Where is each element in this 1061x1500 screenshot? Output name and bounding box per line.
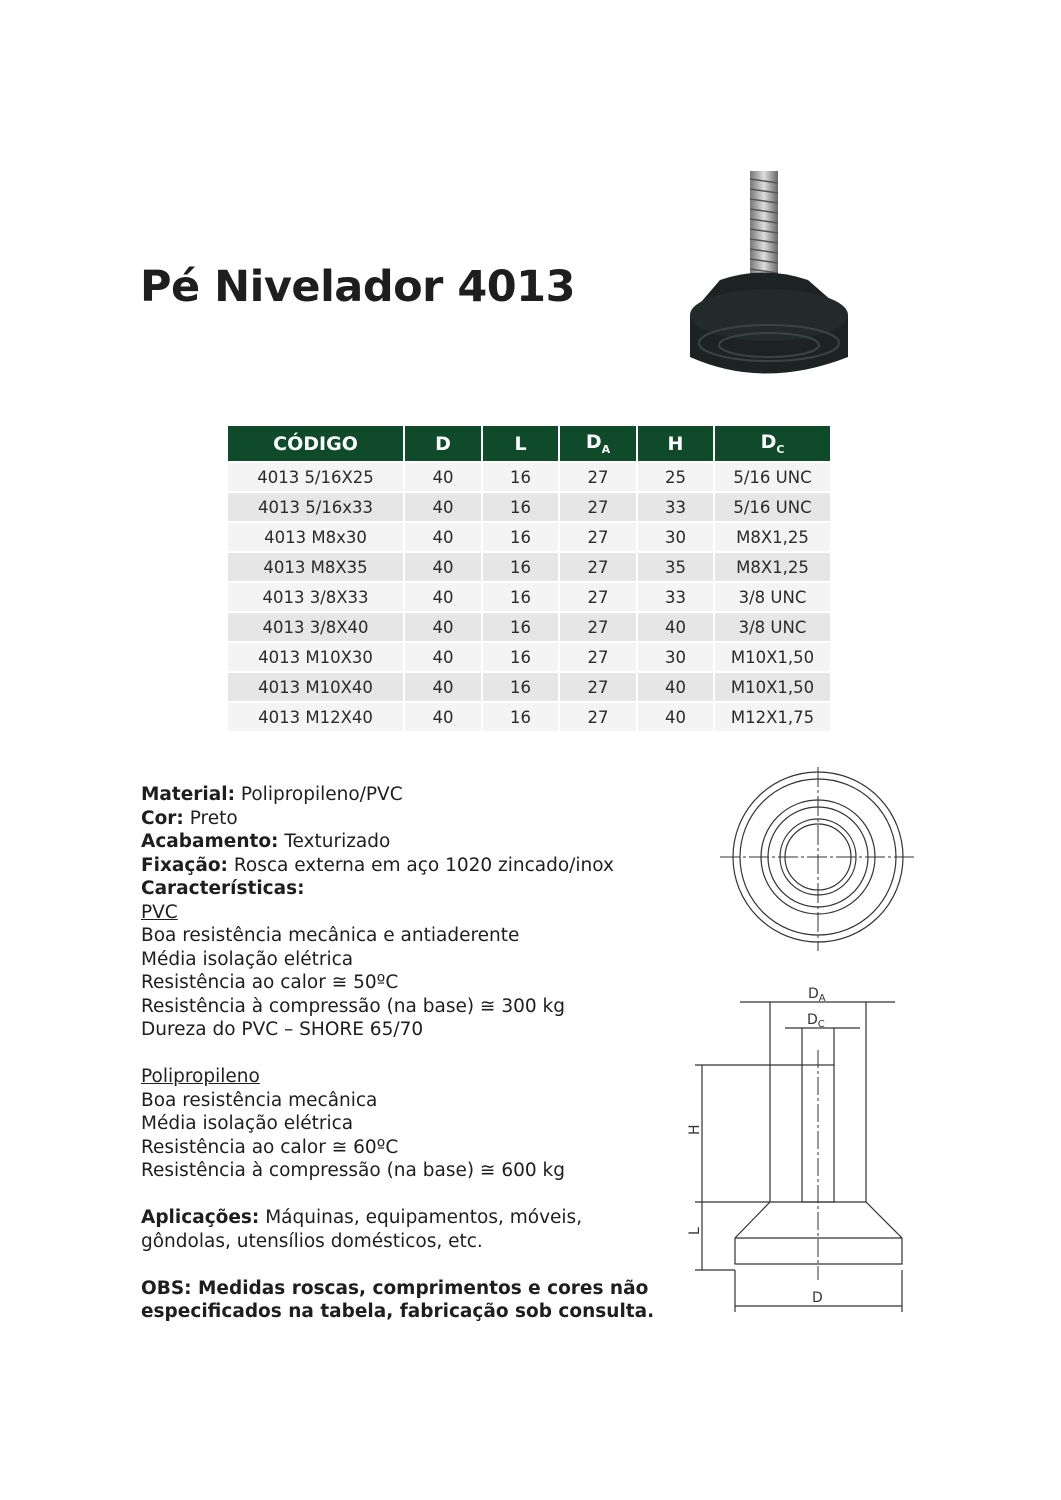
table-cell: 4013 M10X30 — [228, 643, 403, 671]
table-cell: 27 — [560, 583, 636, 611]
table-cell: 4013 5/16x33 — [228, 493, 403, 521]
col-d: D — [405, 426, 481, 461]
table-cell: 40 — [405, 553, 481, 581]
side-view-drawing — [680, 980, 920, 1320]
table-cell: 35 — [638, 553, 713, 581]
pp-item: Média isolação elétrica — [141, 1113, 354, 1134]
pp-item: Resistência à compressão (na base) ≅ 600 kg — [141, 1160, 565, 1181]
table-cell: 40 — [405, 463, 481, 491]
table-cell: 30 — [638, 643, 713, 671]
table-cell: 4013 5/16X25 — [228, 463, 403, 491]
product-table — [226, 424, 832, 733]
table-cell: 27 — [560, 613, 636, 641]
pvc-item: Média isolação elétrica — [141, 948, 354, 970]
table-cell: M8X1,25 — [715, 523, 830, 551]
table-row — [228, 583, 830, 611]
spec-cor: Cor: Preto — [141, 807, 238, 829]
table-cell: 16 — [483, 523, 558, 551]
table-cell: 16 — [483, 643, 558, 671]
table-cell: 40 — [405, 703, 481, 731]
table-cell: 4013 M12X40 — [228, 703, 403, 731]
table-row — [228, 643, 830, 671]
table-cell: 40 — [638, 703, 713, 731]
pvc-item: Boa resistência mecânica e antiaderente — [141, 925, 520, 946]
table-cell: M10X1,50 — [715, 643, 830, 671]
pp-item: Resistência ao calor ≅ 60ºC — [141, 1136, 399, 1158]
table-cell: 40 — [405, 643, 481, 671]
spec-material: Material: Polipropileno/PVC — [141, 784, 403, 805]
table-row — [228, 703, 830, 731]
table-cell: 5/16 UNC — [715, 493, 830, 521]
table-row — [228, 673, 830, 701]
pp-item: Boa resistência mecânica — [141, 1089, 378, 1111]
table-cell: 27 — [560, 493, 636, 521]
pp-title: Polipropileno — [141, 1066, 260, 1087]
table-cell: M10X1,50 — [715, 673, 830, 701]
table-row — [228, 493, 830, 521]
table-row — [228, 613, 830, 641]
table-cell: 4013 M8X35 — [228, 553, 403, 581]
table-cell: 4013 3/8X33 — [228, 583, 403, 611]
table-cell: 30 — [638, 523, 713, 551]
table-cell: 16 — [483, 583, 558, 611]
table-cell: 27 — [560, 703, 636, 731]
table-cell: 16 — [483, 463, 558, 491]
table-cell: 16 — [483, 673, 558, 701]
table-row — [228, 553, 830, 581]
obs-note: OBS: Medidas roscas, comprimentos e cores não — [141, 1277, 649, 1299]
spec-aplicacoes: Aplicações: Máquinas, equipamentos, móveis, — [141, 1207, 583, 1228]
col-dc: $D_C$ — [715, 426, 830, 461]
top-view-drawing — [718, 765, 918, 955]
table-cell: 16 — [483, 703, 558, 731]
table-cell: 3/8 UNC — [715, 583, 830, 611]
table-cell: 16 — [483, 553, 558, 581]
page-title: Pé Nivelador 4013 — [140, 262, 576, 312]
table-cell: 5/16 UNC — [715, 463, 830, 491]
table-cell: 40 — [638, 673, 713, 701]
product-photo — [680, 165, 860, 385]
table-cell: 27 — [560, 463, 636, 491]
pvc-item: Resistência à compressão (na base) ≅ 300 kg — [141, 995, 565, 1017]
table-cell: 27 — [560, 523, 636, 551]
table-cell: 27 — [560, 643, 636, 671]
label-d: D — [812, 1290, 823, 1306]
obs-note-cont: especificados na tabela, fabricação sob consulta. — [141, 1301, 655, 1322]
table-cell: 40 — [638, 613, 713, 641]
spec-aplicacoes-cont: gôndolas, utensílios domésticos, etc. — [141, 1230, 483, 1252]
label-l: L — [687, 1227, 703, 1235]
table-row — [228, 463, 830, 491]
table-cell: 40 — [405, 493, 481, 521]
table-cell: 16 — [483, 493, 558, 521]
table-cell: 40 — [405, 523, 481, 551]
table-cell: 33 — [638, 493, 713, 521]
spec-caracteristicas: Características: — [141, 878, 305, 899]
specifications — [141, 783, 661, 1324]
table-cell: 40 — [405, 613, 481, 641]
table-cell: 25 — [638, 463, 713, 491]
spec-acabamento: Acabamento: Texturizado — [141, 831, 391, 852]
label-dc: $D_C$ — [807, 1012, 825, 1030]
table-cell: M12X1,75 — [715, 703, 830, 731]
table-cell: 16 — [483, 613, 558, 641]
col-l: L — [483, 426, 558, 461]
pvc-item: Resistência ao calor ≅ 50ºC — [141, 972, 399, 993]
table-cell: 40 — [405, 673, 481, 701]
table-cell: 27 — [560, 553, 636, 581]
pvc-title: PVC — [141, 901, 178, 923]
table-cell: 4013 M10X40 — [228, 673, 403, 701]
table-cell: 40 — [405, 583, 481, 611]
col-h: H — [638, 426, 713, 461]
table-cell: M8X1,25 — [715, 553, 830, 581]
table-cell: 3/8 UNC — [715, 613, 830, 641]
table-cell: 33 — [638, 583, 713, 611]
pvc-item: Dureza do PVC – SHORE 65/70 — [141, 1019, 424, 1040]
label-h: H — [687, 1124, 703, 1135]
table-row — [228, 523, 830, 551]
table-cell: 4013 M8x30 — [228, 523, 403, 551]
table-cell: 4013 3/8X40 — [228, 613, 403, 641]
label-da: $D_A$ — [808, 986, 826, 1004]
table-cell: 27 — [560, 673, 636, 701]
col-codigo: CÓDIGO — [228, 426, 403, 461]
spec-fixacao: Fixação: Rosca externa em aço 1020 zincado/inox — [141, 854, 614, 876]
col-da: $D_A$ — [560, 426, 636, 461]
